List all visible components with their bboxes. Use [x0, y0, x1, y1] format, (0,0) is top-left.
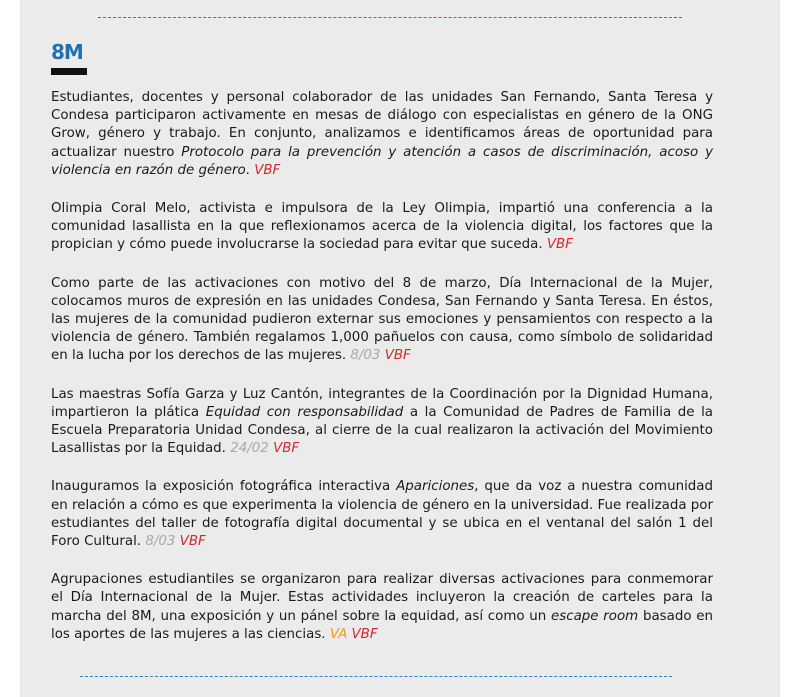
news-text-end: basado en los aportes de las mujeres a las ciencias. — [51, 608, 713, 642]
news-item — [51, 386, 713, 459]
news-date: 8/03 — [145, 534, 176, 550]
bottom-divider — [80, 676, 672, 677]
tag-vbf: VBF — [546, 237, 573, 253]
news-date: 24/02 — [230, 441, 269, 457]
tag-vbf: VBF — [351, 626, 378, 642]
tag-vbf: VBF — [273, 441, 300, 457]
top-divider — [98, 17, 682, 18]
news-italic-text: Equidad con responsabilidad — [205, 404, 404, 420]
news-text: Como parte de las activaciones con motivo del 8 de marzo, Día Internacional de la Mujer, colocamos muros de expresión en las unidades Condesa, San Fernando y Santa Teresa. En éstos, las mujeres de la comunidad pudieron externar sus emociones y pensamientos con respecto a la violencia de género. También regalamos 1,000 pañuelos con causa, como símbolo de solidaridad en la lucha por los derechos de las mujeres. — [51, 275, 713, 364]
news-date: 8/03 — [350, 348, 381, 364]
news-text: Las maestras Sofía Garza y Luz Cantón, integrantes de la Coordinación por la Dignidad Humana, impartieron la plática — [51, 386, 713, 420]
news-item — [51, 571, 713, 644]
news-text-end: a la Comunidad de Padres de Familia de la Escuela Preparatoria Unidad Condesa, al cierre de la cual realizaron la activación del Movimiento Lasallistas por la Equidad. — [51, 404, 713, 457]
news-list — [51, 89, 713, 664]
tag-vbf: VBF — [179, 534, 206, 550]
news-text: Estudiantes, docentes y personal colaborador de las unidades San Fernando, Santa Teresa y Condesa participaron activamente en mesas de diálogo con especialistas en género de la ONG Grow, género y trabajo. En conjunto, analizamos e identificamos áreas de oportunidad para actualizar nuestro — [51, 90, 713, 160]
news-italic-text: Protocolo para la prevención y atención a casos de discriminación, acoso y violencia en razón de género — [51, 144, 713, 178]
tag-va: VA — [329, 626, 348, 642]
news-text: Olimpia Coral Melo, activista e impulsora de la Ley Olimpia, impartió una conferencia a la comunidad lasallista en la que reflexionamos acerca de la violencia digital, los factores que la propician y cómo puede involucrarse la sociedad para evitar que suceda. — [51, 201, 713, 253]
news-text: Agrupaciones estudiantiles se organizaron para realizar diversas activaciones para conmemorar el Día Internacional de la Mujer. Estas actividades incluyeron la creación de carteles para la marcha del 8M, una exposición y un pánel sobre la equidad, así como un — [51, 572, 713, 624]
news-italic-text: Apariciones — [396, 479, 475, 495]
news-item — [51, 89, 713, 180]
news-text-end: , que da voz a nuestra comunidad en relación a cómo es que experimenta la violencia de género en la universidad. Fue realizada por estudiantes del taller de fotografía digital documental y se ubica en el ventanal del salón 1 del Foro Cultural. — [51, 479, 713, 550]
tag-vbf: VBF — [384, 348, 411, 364]
news-item — [51, 275, 713, 366]
news-text-end: . — [245, 162, 250, 178]
heading-underline — [51, 68, 87, 75]
news-item — [51, 478, 713, 551]
news-italic-text: escape room — [551, 608, 639, 624]
news-item — [51, 200, 713, 255]
section-heading: 8M — [51, 40, 83, 64]
news-text: Inauguramos la exposición fotográfica interactiva — [51, 479, 397, 495]
tag-vbf: VBF — [254, 162, 281, 178]
